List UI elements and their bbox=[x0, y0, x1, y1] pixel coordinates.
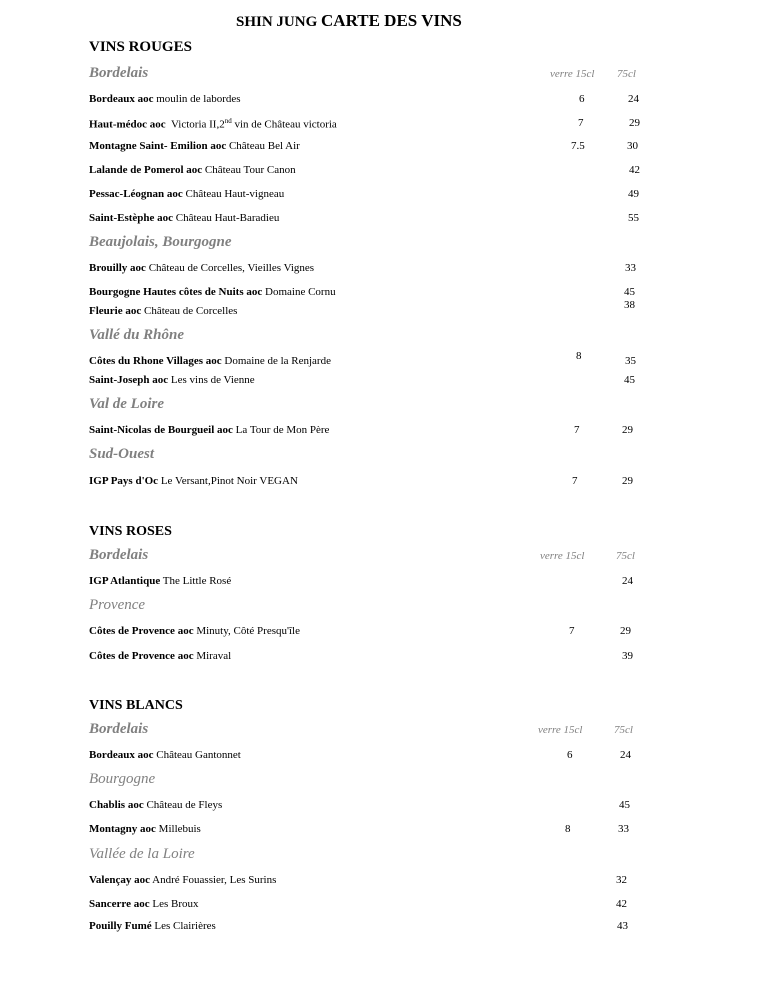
region-rouges-sudouest: Sud-Ouest bbox=[89, 446, 155, 462]
wine-item: Côtes du Rhone Villages aoc Domaine de la Renjarde bbox=[89, 355, 331, 367]
bottle-price: 42 bbox=[616, 898, 627, 910]
bottle-price: 29 bbox=[629, 117, 640, 129]
col-glass-roses: verre 15cl bbox=[540, 550, 585, 562]
glass-price: 8 bbox=[565, 823, 571, 835]
wine-item: Saint-Joseph aoc Les vins de Vienne bbox=[89, 374, 255, 386]
region-rouges-loire: Val de Loire bbox=[89, 396, 164, 412]
title-main: CARTE DES VINS bbox=[321, 11, 462, 30]
glass-price: 6 bbox=[567, 749, 573, 761]
section-heading-rouges: VINS ROUGES bbox=[89, 39, 192, 55]
region-roses-bordelais: Bordelais bbox=[89, 547, 149, 563]
bottle-price: 29 bbox=[622, 424, 633, 436]
glass-price: 8 bbox=[576, 350, 582, 362]
glass-price: 7 bbox=[578, 117, 584, 129]
bottle-price: 49 bbox=[628, 188, 639, 200]
region-blancs-bordelais: Bordelais bbox=[89, 721, 149, 737]
bottle-price: 33 bbox=[625, 262, 636, 274]
section-heading-roses: VINS ROSES bbox=[89, 524, 172, 539]
bottle-price: 24 bbox=[620, 749, 631, 761]
bottle-price: 29 bbox=[620, 625, 631, 637]
wine-item: Haut-médoc aoc Victoria II,2nd vin de Château victoria bbox=[89, 117, 337, 131]
bottle-price: 43 bbox=[617, 920, 628, 932]
bottle-price: 39 bbox=[622, 650, 633, 662]
wine-item: IGP Atlantique The Little Rosé bbox=[89, 575, 232, 587]
wine-item: Saint-Nicolas de Bourgueil aoc La Tour de Mon Père bbox=[89, 424, 330, 436]
region-rouges-rhone: Vallé du Rhône bbox=[89, 327, 185, 343]
glass-price: 6 bbox=[579, 93, 585, 105]
wine-item: Côtes de Provence aoc Miraval bbox=[89, 650, 232, 662]
bottle-price: 33 bbox=[618, 823, 629, 835]
wine-item: Bordeaux aoc Château Gantonnet bbox=[89, 749, 241, 761]
wine-item: Chablis aoc Château de Fleys bbox=[89, 799, 223, 811]
bottle-price: 38 bbox=[624, 299, 635, 311]
bottle-price: 55 bbox=[628, 212, 639, 224]
col-bottle-rouges: 75cl bbox=[617, 68, 636, 80]
wine-item: Pouilly Fumé Les Clairières bbox=[89, 920, 216, 932]
section-heading-blancs: VINS BLANCS bbox=[89, 698, 183, 713]
col-glass-rouges: verre 15cl bbox=[550, 68, 595, 80]
col-bottle-blancs: 75cl bbox=[614, 724, 633, 736]
bottle-price: 45 bbox=[624, 374, 635, 386]
wine-item: Fleurie aoc Château de Corcelles bbox=[89, 305, 238, 317]
glass-price: 7 bbox=[569, 625, 575, 637]
bottle-price: 30 bbox=[627, 140, 638, 152]
bottle-price: 32 bbox=[616, 874, 627, 886]
bottle-price: 29 bbox=[622, 475, 633, 487]
region-blancs-loire: Vallée de la Loire bbox=[89, 846, 195, 862]
region-rouges-bordelais: Bordelais bbox=[89, 65, 149, 81]
wine-item: Bourgogne Hautes côtes de Nuits aoc Domaine Cornu bbox=[89, 286, 336, 298]
region-blancs-bourgogne: Bourgogne bbox=[89, 771, 156, 787]
wine-item: Pessac-Léognan aoc Château Haut-vigneau bbox=[89, 188, 285, 200]
title-prefix: SHIN JUNG bbox=[236, 14, 318, 30]
bottle-price: 42 bbox=[629, 164, 640, 176]
bottle-price: 45 bbox=[619, 799, 630, 811]
bottle-price: 45 bbox=[624, 286, 635, 298]
region-rouges-beaujolais: Beaujolais, Bourgogne bbox=[89, 234, 232, 250]
col-glass-blancs: verre 15cl bbox=[538, 724, 583, 736]
wine-item: Valençay aoc André Fouassier, Les Surins bbox=[89, 874, 277, 886]
bottle-price: 24 bbox=[628, 93, 639, 105]
glass-price: 7.5 bbox=[571, 140, 585, 152]
glass-price: 7 bbox=[574, 424, 580, 436]
wine-item: IGP Pays d'Oc Le Versant,Pinot Noir VEGAN bbox=[89, 475, 298, 487]
wine-item: Lalande de Pomerol aoc Château Tour Canon bbox=[89, 164, 296, 176]
col-bottle-roses: 75cl bbox=[616, 550, 635, 562]
wine-item: Côtes de Provence aoc Minuty, Côté Presqu'île bbox=[89, 625, 300, 637]
wine-item: Montagne Saint- Emilion aoc Château Bel Air bbox=[89, 140, 300, 152]
wine-item: Bordeaux aoc moulin de labordes bbox=[89, 93, 241, 105]
wine-item: Montagny aoc Millebuis bbox=[89, 823, 201, 835]
bottle-price: 24 bbox=[622, 575, 633, 587]
wine-item: Saint-Estèphe aoc Château Haut-Baradieu bbox=[89, 212, 280, 224]
bottle-price: 35 bbox=[625, 355, 636, 367]
page-title bbox=[236, 11, 462, 31]
glass-price: 7 bbox=[572, 475, 578, 487]
wine-item: Sancerre aoc Les Broux bbox=[89, 898, 199, 910]
region-roses-provence: Provence bbox=[89, 597, 146, 613]
wine-item: Brouilly aoc Château de Corcelles, Vieilles Vignes bbox=[89, 262, 315, 274]
